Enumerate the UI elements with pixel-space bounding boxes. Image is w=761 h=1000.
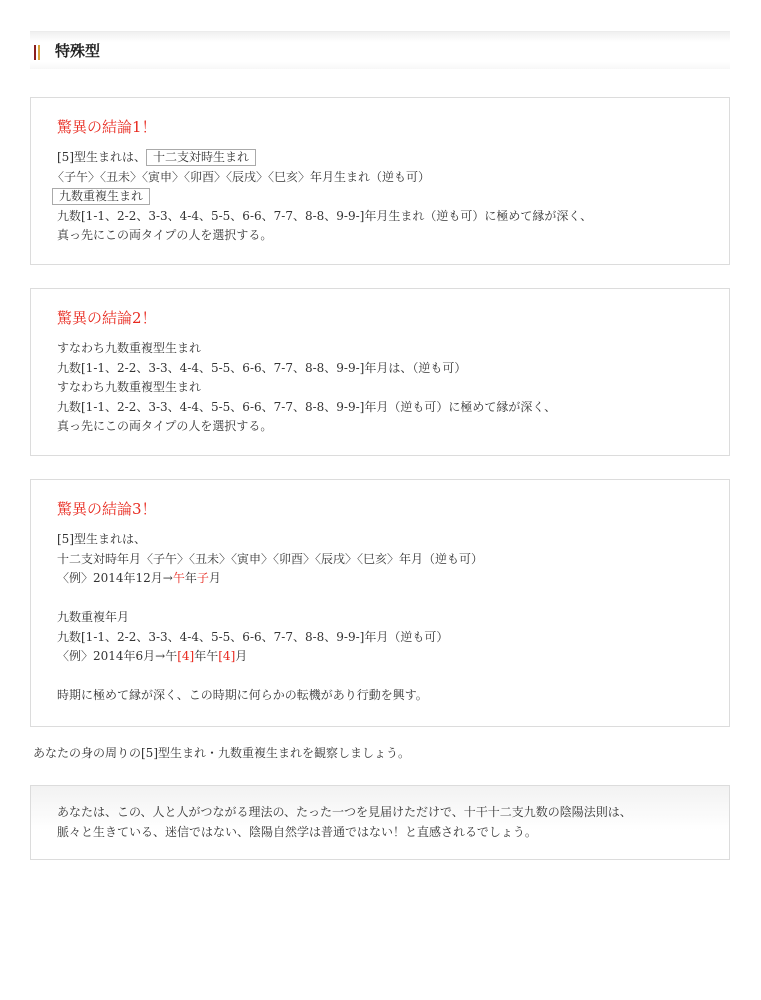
text-segment: 〈例〉2014年6月→午 xyxy=(57,649,178,663)
highlight-text: 子 xyxy=(196,571,209,585)
type-tag-nine-number: 九数重複生まれ xyxy=(52,188,150,205)
conclusion-title-3: 驚異の結論3！ xyxy=(57,500,157,518)
text-line: [5]型生まれは、 xyxy=(57,532,146,546)
text-segment: 月 xyxy=(235,649,248,663)
text-line: 十二支対時年月〈子午〉〈丑未〉〈寅申〉〈卯酉〉〈辰戌〉〈巳亥〉年月（逆も可） xyxy=(57,551,484,566)
text-line: 九数[1-1、2-2、3-3、4-4、5-5、6-6、7-7、8-8、9-9-]年月（逆も可）に極めて縁が深く、 xyxy=(57,399,557,414)
section-heading xyxy=(30,31,730,69)
text-line: あなたは、この、人と人がつながる理法の、たった一つを見届けただけで、十干十二支九数の陰陽法則は、 xyxy=(57,805,632,819)
conclusion-body-1 xyxy=(52,148,707,246)
text-line: 脈々と生きている、迷信ではない、陰陽自然学は普通ではない！と直感されるでしょう。 xyxy=(57,824,537,839)
text-segment: 年午 xyxy=(194,649,219,663)
text-segment: 月 xyxy=(208,571,221,585)
highlight-text: [4] xyxy=(218,649,236,663)
conclusion-box-1 xyxy=(30,97,730,265)
text-line: 九数重複年月 xyxy=(57,610,130,624)
text-line xyxy=(52,187,707,207)
text-line: 真っ先にこの両タイプの人を選択する。 xyxy=(57,419,273,433)
text-segment: 〈例〉2014年12月→ xyxy=(57,571,173,585)
text-line xyxy=(57,148,707,168)
conclusion-title-2: 驚異の結論2！ xyxy=(57,309,157,327)
text-line: 九数[1-1、2-2、3-3、4-4、5-5、6-6、7-7、8-8、9-9-]年月は、（逆も可） xyxy=(57,360,467,375)
conclusion-body-3 xyxy=(57,530,707,706)
text-line: 九数[1-1、2-2、3-3、4-4、5-5、6-6、7-7、8-8、9-9-]年月生まれ（逆も可）に極めて縁が深く、 xyxy=(57,208,593,223)
observe-text: あなたの身の周りの[5]型生まれ・九数重複生まれを観察しましょう。 xyxy=(33,746,411,760)
text-line: 真っ先にこの両タイプの人を選択する。 xyxy=(57,228,273,242)
text-line: 〈子午〉〈丑未〉〈寅申〉〈卯酉〉〈辰戌〉〈巳亥〉年月生まれ（逆も可） xyxy=(52,169,431,184)
closing-note-body xyxy=(57,803,717,842)
type-tag-twelve-branch: 十二支対時生まれ xyxy=(146,149,256,166)
example-line-1 xyxy=(57,569,707,589)
text-line: 九数[1-1、2-2、3-3、4-4、5-5、6-6、7-7、8-8、9-9-]年月（逆も可） xyxy=(57,629,449,644)
highlight-text: [4] xyxy=(177,649,195,663)
example-line-2 xyxy=(57,647,707,667)
conclusion-title-1: 驚異の結論1！ xyxy=(57,118,157,136)
heading-marker-icon xyxy=(34,45,40,60)
spacer xyxy=(57,667,707,687)
highlight-text: 午 xyxy=(172,571,185,585)
spacer xyxy=(57,589,707,609)
closing-note-box xyxy=(30,785,730,860)
conclusion-box-3 xyxy=(30,479,730,727)
conclusion-body-2 xyxy=(57,339,707,437)
text-line: すなわち九数重複型生まれ xyxy=(57,341,202,355)
conclusion-box-2 xyxy=(30,288,730,456)
text-segment: [5]型生まれは、 xyxy=(57,150,146,164)
text-line: すなわち九数重複型生まれ xyxy=(57,380,202,394)
text-line: 時期に極めて縁が深く、この時期に何らかの転機があり行動を興す。 xyxy=(57,688,428,702)
section-title: 特殊型 xyxy=(55,42,101,60)
text-segment: 年 xyxy=(184,571,197,585)
